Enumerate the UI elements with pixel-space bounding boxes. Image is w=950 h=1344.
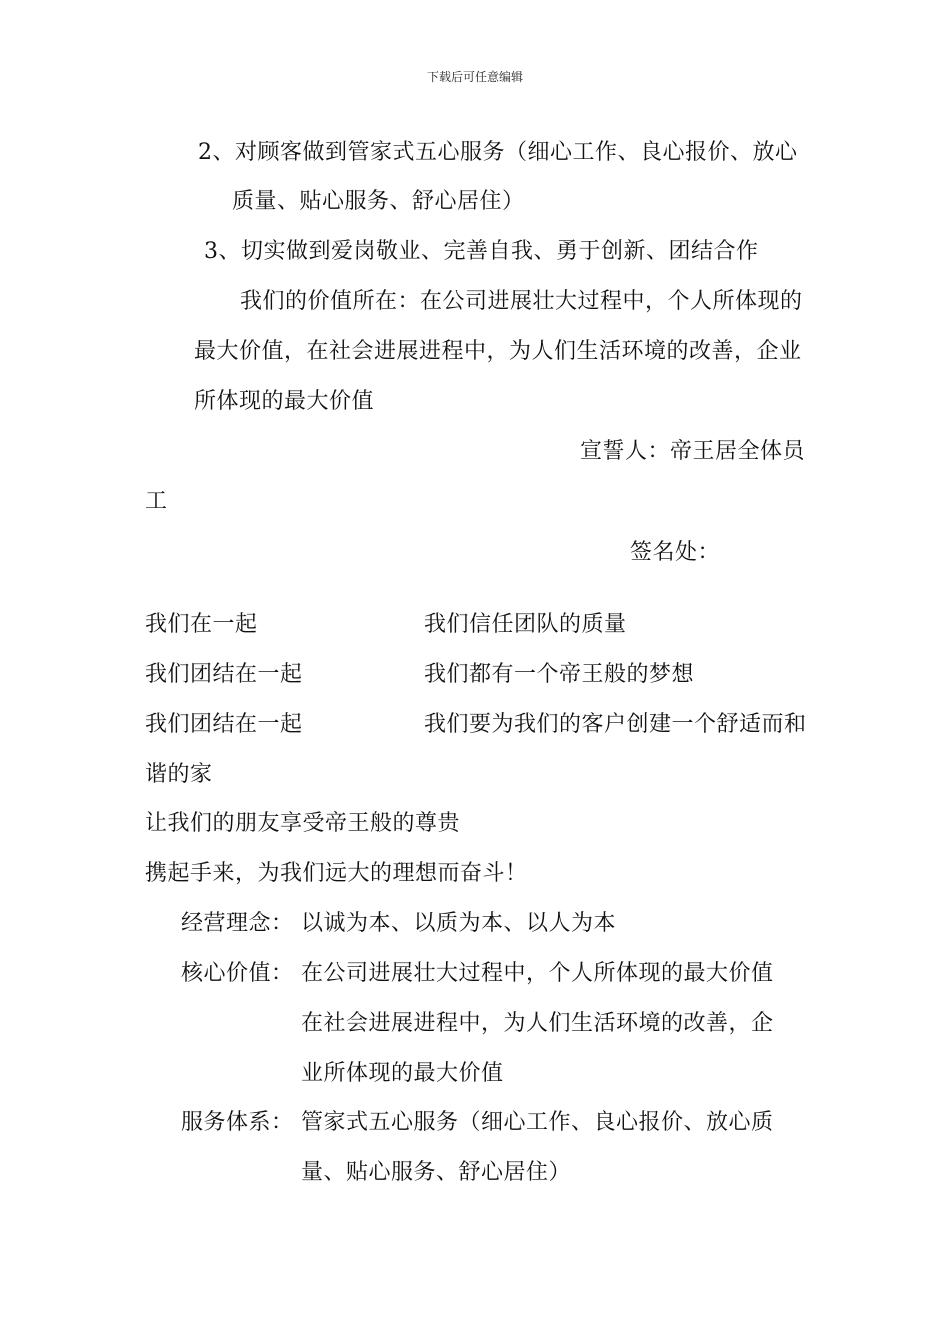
song-right-line-2: 我们都有一个帝王般的梦想 <box>424 662 695 687</box>
service-system-line-1: 管家式五心服务（细心工作、良心报价、放心质 <box>301 1110 774 1135</box>
core-value-line-1: 在公司进展壮大过程中，个人所体现的最大价值 <box>301 961 774 986</box>
value-paragraph-line-3: 所体现的最大价值 <box>194 389 375 414</box>
song-left-line-3: 我们团结在一起 <box>145 712 303 737</box>
song-left-line-2: 我们团结在一起 <box>145 662 303 687</box>
song-right-line-3: 我们要为我们的客户创建一个舒适而和 <box>424 712 807 737</box>
pledge-item-2-line-2: 质量、贴心服务、舒心居住） <box>232 189 525 214</box>
pledge-item-2-line-1: 2、对顾客做到管家式五心服务（细心工作、良心报价、放心 <box>198 140 798 165</box>
song-line-hands: 携起手来，为我们远大的理想而奋斗！ <box>145 861 528 886</box>
philosophy-value: 以诚为本、以质为本、以人为本 <box>301 911 617 936</box>
value-paragraph-line-2: 最大价值，在社会进展进程中，为人们生活环境的改善，企业 <box>194 339 802 364</box>
value-paragraph-line-1: 我们的价值所在：在公司进展壮大过程中，个人所体现的 <box>240 289 803 314</box>
core-value-line-3: 业所体现的最大价值 <box>301 1061 504 1086</box>
oath-signer-line-1: 宣誓人：帝王居全体员 <box>579 439 805 464</box>
pledge-item-3: 3、切实做到爱岗敬业、完善自我、勇于创新、团结合作 <box>204 239 759 264</box>
song-right-line-1: 我们信任团队的质量 <box>424 612 627 637</box>
song-line-friends: 让我们的朋友享受帝王般的尊贵 <box>145 811 461 836</box>
service-system-line-2: 量、贴心服务、舒心居住） <box>301 1160 572 1185</box>
oath-signer-line-2: 工 <box>145 489 168 514</box>
signature-label: 签名处： <box>630 540 721 565</box>
song-left-line-1: 我们在一起 <box>145 612 258 637</box>
core-value-label: 核心价值： <box>181 961 294 986</box>
core-value-line-2: 在社会进展进程中，为人们生活环境的改善，企 <box>301 1011 774 1036</box>
song-continuation: 谐的家 <box>145 762 213 787</box>
page-header-note: 下载后可任意编辑 <box>426 70 523 84</box>
service-system-label: 服务体系： <box>181 1110 294 1135</box>
philosophy-label: 经营理念： <box>181 911 294 936</box>
